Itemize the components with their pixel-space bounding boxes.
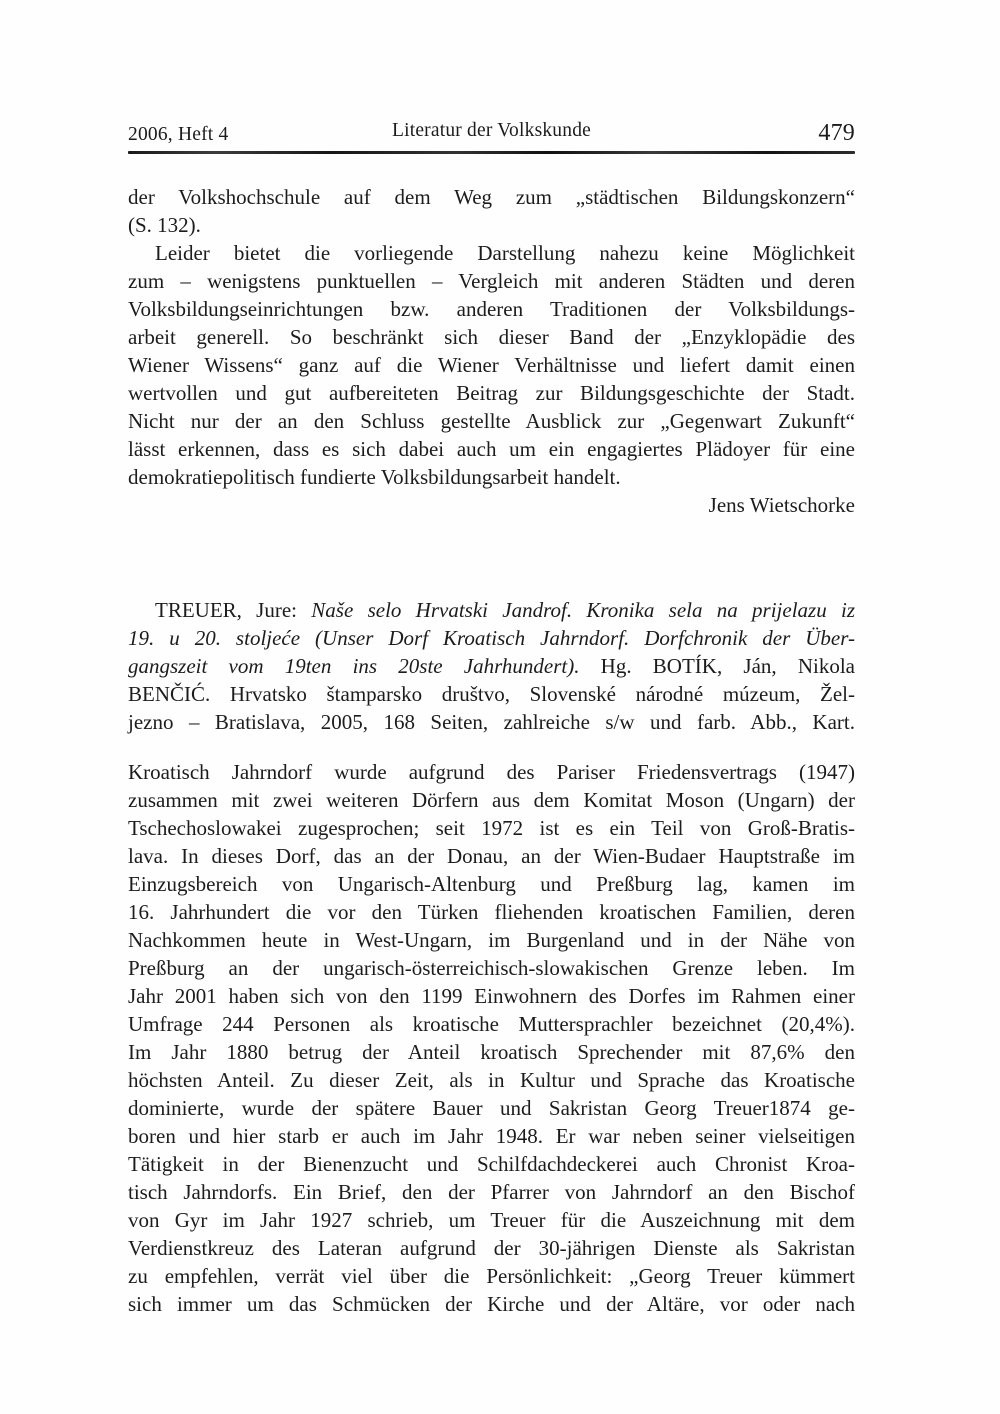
text-line: wertvollen und gut aufbereiteten Beitrag zur Bildungsgeschichte der Stadt. [128,381,855,405]
text-line: der Volkshochschule auf dem Weg zum „städtischen Bildungskonzern“ [128,185,855,209]
text-line: Tätigkeit in der Bienenzucht und Schilfdachdeckerei auch Chronist Kroa- [128,1152,855,1176]
text-line: Verdienstkreuz des Lateran aufgrund der 30-jährigen Dienste als Sakristan [128,1236,855,1260]
text-line: 16. Jahrhundert die vor den Türken fliehenden kroatischen Familien, deren [128,900,855,924]
citation-roman-segment: TREUER, Jure: [155,598,312,622]
text-line: zusammen mit zwei weiteren Dörfern aus dem Komitat Moson (Ungarn) der [128,788,855,812]
text-line [128,652,855,680]
text-line [128,596,855,624]
text-line: Wiener Wissens“ ganz auf die Wiener Verhältnisse und liefert damit einen [128,353,855,377]
text-line: sich immer um das Schmücken der Kirche und der Altäre, vor oder nach [128,1292,855,1316]
citation-roman-segment: Hg. BOTÍK, Ján, Nikola [579,654,855,678]
text-line: boren und hier starb er auch im Jahr 1948. Er war neben seiner vielseitigen [128,1124,855,1148]
header-page-number: 479 [818,120,855,146]
text-line: lava. In dieses Dorf, das an der Donau, an der Wien-Budaer Hauptstraße im [128,844,855,868]
text-line: Umfrage 244 Personen als kroatische Muttersprachler bezeichnet (20,4%). [128,1012,855,1036]
text-line: von Gyr im Jahr 1927 schrieb, um Treuer für die Auszeichnung mit dem [128,1208,855,1232]
citation-italic-segment: 19. u 20. stoljeće (Unser Dorf Kroatisch Jahrndorf. Dorfchronik der Über- [128,626,855,650]
reviewer-signature: Jens Wietschorke [708,493,855,517]
text-line: dominierte, wurde der spätere Bauer und Sakristan Georg Treuer1874 ge- [128,1096,855,1120]
citation-italic-segment: Naše selo Hrvatski Jandrof. Kronika sela na prijelazu iz [311,598,856,622]
text-line: demokratiepolitisch fundierte Volksbildungsarbeit handelt. [128,465,621,489]
text-line: Jahr 2001 haben sich von den 1199 Einwohnern des Dorfes im Rahmen einer [128,984,855,1008]
text-line: Tschechoslowakei zugesprochen; seit 1972 ist es ein Teil von Groß-Bratis- [128,816,855,840]
text-line: Nachkommen heute in West-Ungarn, im Burgenland und in der Nähe von [128,928,855,952]
header-issue: 2006, Heft 4 [128,124,229,145]
text-line: arbeit generell. So beschränkt sich dieser Band der „Enzyklopädie des [128,325,855,349]
text-line: Im Jahr 1880 betrug der Anteil kroatisch Sprechender mit 87,6% den [128,1040,855,1064]
text-line: Leider bietet die vorliegende Darstellung nahezu keine Möglichkeit [155,241,855,265]
citation-roman-segment: BENČIĆ. Hrvatsko štamparsko društvo, Slovenské národné múzeum, Žel- [128,682,855,706]
review-prev-paragraph-1 [128,183,855,239]
text-line: Einzugsbereich von Ungarisch-Altenburg und Preßburg lag, kamen im [128,872,855,896]
text-line [128,708,855,736]
text-line: Preßburg an der ungarisch-österreichisch-slowakischen Grenze leben. Im [128,956,855,980]
review-treuer-paragraph [128,758,855,1318]
text-line: Kroatisch Jahrndorf wurde aufgrund des Pariser Friedensvertrags (1947) [128,760,855,784]
text-line: zu empfehlen, verrät viel über die Persönlichkeit: „Georg Treuer kümmert [128,1264,855,1288]
text-line: (S. 132). [128,213,201,237]
page-header [128,120,855,147]
text-line: Volksbildungseinrichtungen bzw. anderen Traditionen der Volksbildungs- [128,297,855,321]
text-line: tisch Jahrndorfs. Ein Brief, den der Pfarrer von Jahrndorf an den Bischof [128,1180,855,1204]
text-line: Nicht nur der an den Schluss gestellte Ausblick zur „Gegenwart Zukunft“ [128,409,855,433]
text-line: zum – wenigstens punktuellen – Vergleich mit anderen Städten und deren [128,269,855,293]
citation-italic-segment: gangszeit vom 19ten ins 20ste Jahrhundert). [128,654,580,678]
header-rule [128,151,855,154]
text-line [128,680,855,708]
text-line: lässt erkennen, dass es sich dabei auch um ein engagiertes Plädoyer für eine [128,437,855,461]
text-line: höchsten Anteil. Zu dieser Zeit, als in Kultur und Sprache das Kroatische [128,1068,855,1092]
citation-roman-segment: jezno – Bratislava, 2005, 168 Seiten, zahlreiche s/w und farb. Abb., Kart. [128,710,855,734]
header-journal-title: Literatur der Volkskunde [391,120,592,141]
text-line [128,624,855,652]
review-prev-paragraph-2 [128,239,855,491]
page-body [128,183,855,1318]
book-citation [128,596,855,736]
